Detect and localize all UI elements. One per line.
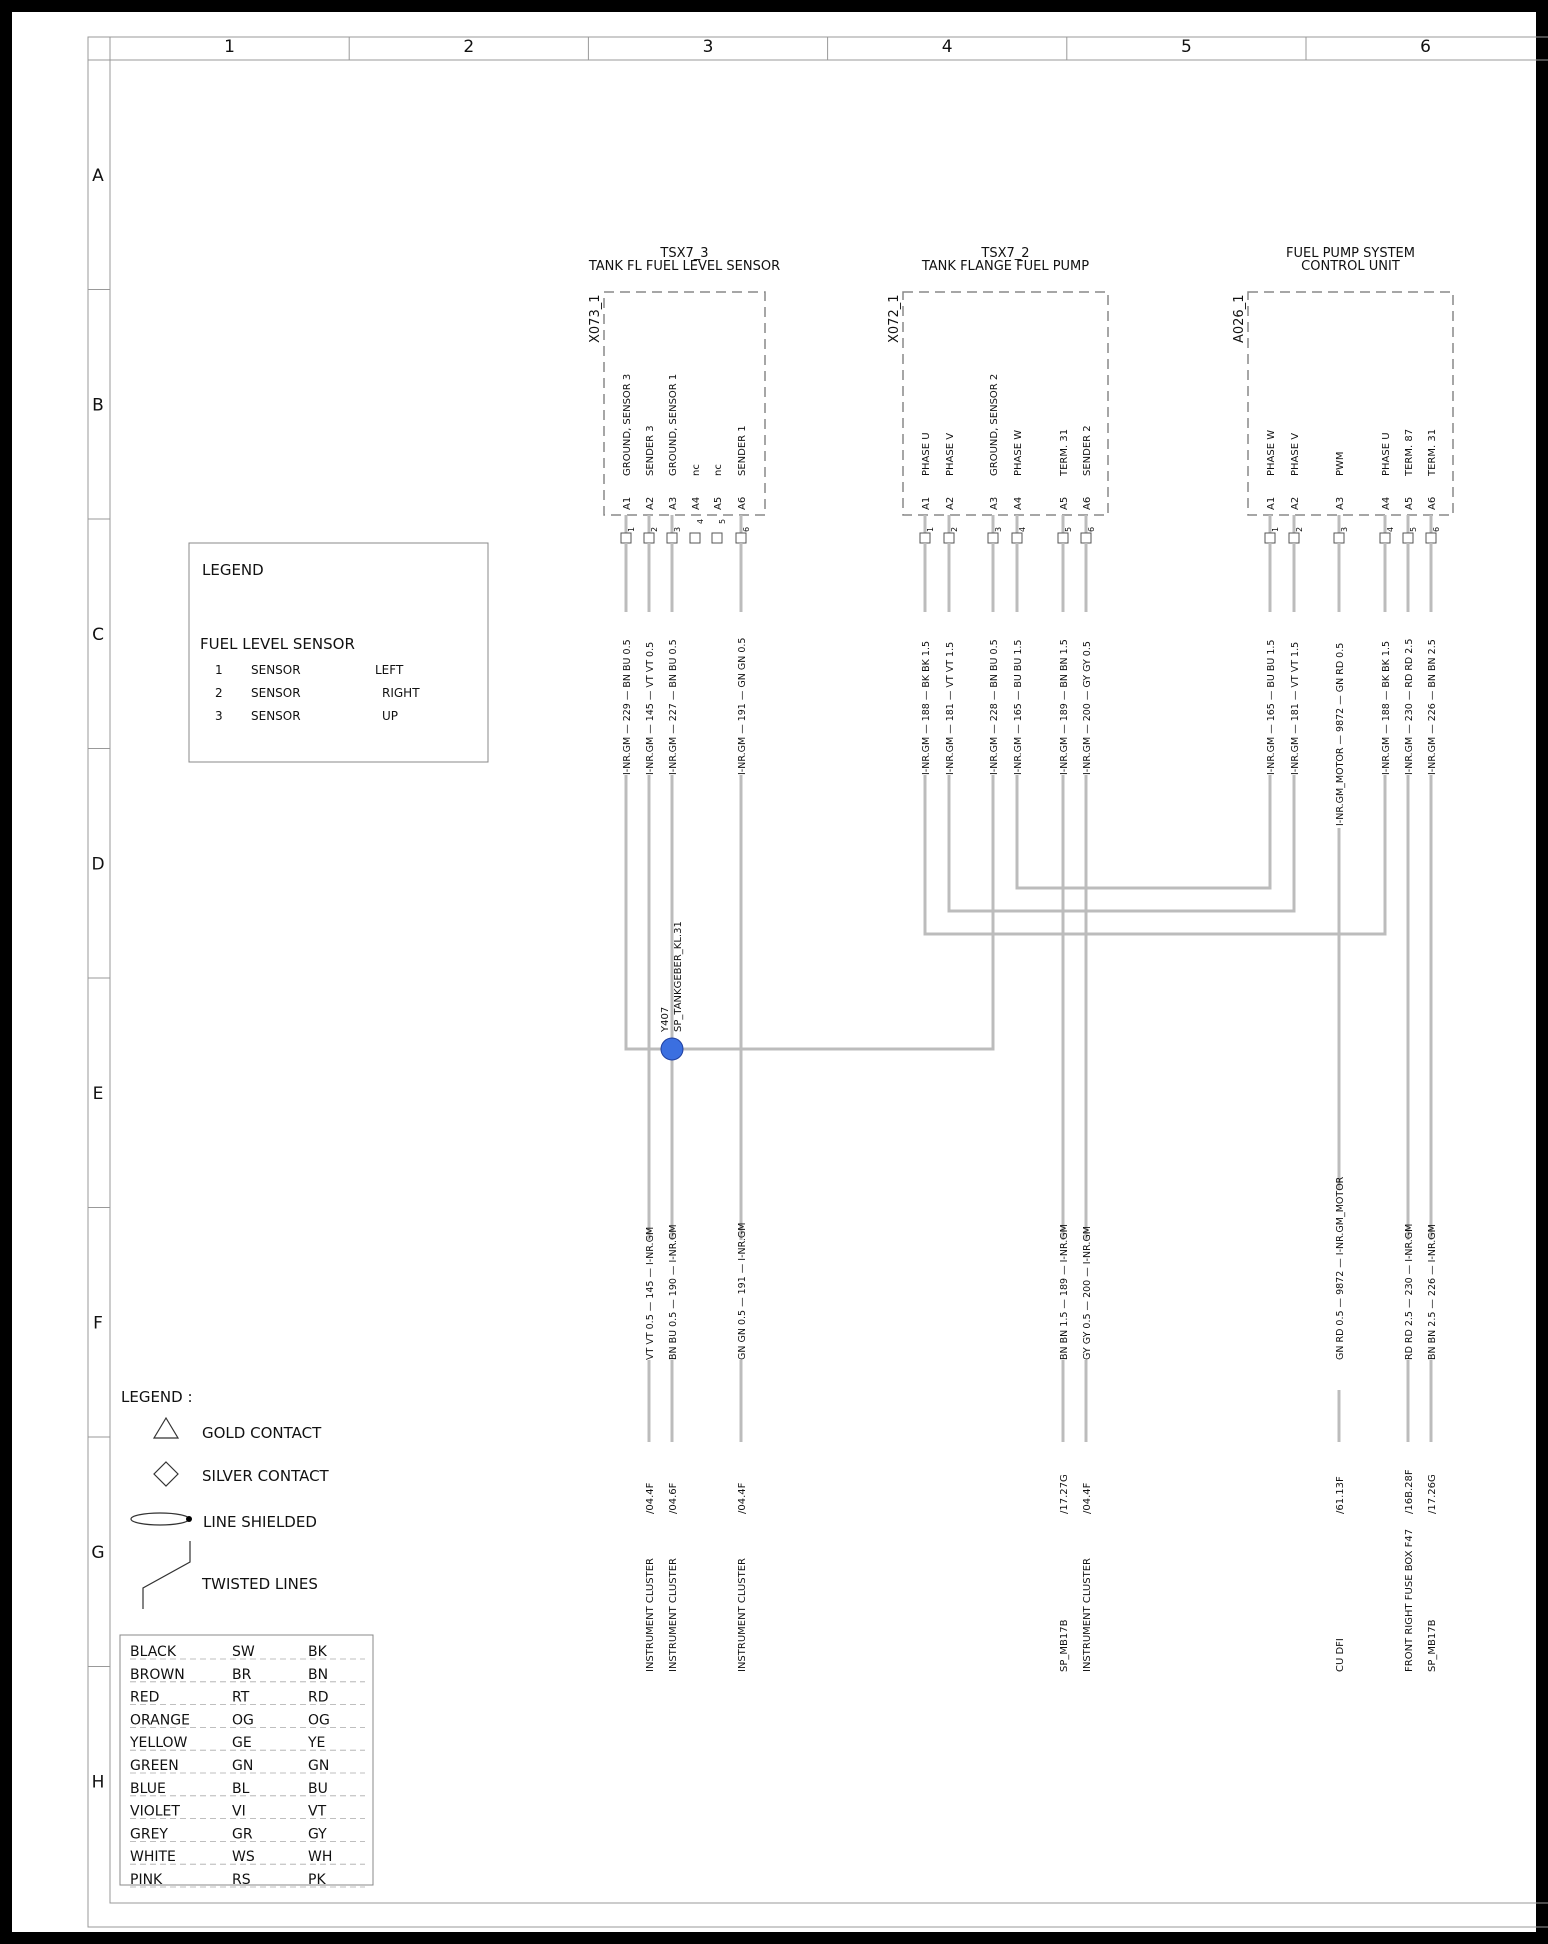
pin-id-label: A6 (1427, 496, 1438, 510)
pin-terminal-nc (690, 533, 700, 543)
pin-number: 4 (1386, 526, 1395, 532)
wire-label-top: I-NR.GM — 188 — BK BK 1.5 (1381, 640, 1392, 775)
pin-function-label: PHASE U (921, 432, 932, 476)
pin-number: 3 (673, 526, 682, 532)
wire-reference: /17.26G (1427, 1474, 1438, 1514)
component-title: TSX7_3 (660, 246, 709, 261)
pin-id-label: A3 (668, 496, 679, 510)
column-label: 3 (702, 37, 714, 57)
pin-terminal (1334, 533, 1344, 543)
wire-label-top: I-NR.GM — 191 — GN GN 0.5 (737, 637, 748, 775)
color-code-en: RD (308, 1689, 329, 1706)
sensor-legend-number: 3 (215, 709, 223, 723)
pin-function-label: SENDER 3 (645, 425, 656, 476)
pin-id-label: A2 (645, 496, 656, 510)
wire-label-bottom: VT VT 0.5 — 145 — I-NR.GM (645, 1226, 656, 1360)
pin-id-label: A1 (1266, 496, 1277, 510)
wire-destination: SP_MB17B (1059, 1619, 1070, 1672)
pin-terminal (1403, 533, 1413, 543)
pin-function-label: TERM. 31 (1059, 428, 1070, 476)
splice-id: Y407 (660, 1006, 671, 1032)
pin-number: 2 (650, 526, 659, 532)
color-code-de: RS (232, 1872, 251, 1888)
row-label: H (91, 1772, 105, 1793)
gold-contact-symbol (154, 1418, 178, 1438)
color-code-de: VI (232, 1803, 246, 1820)
color-code-en: GY (308, 1826, 327, 1843)
color-code-en: BU (308, 1780, 328, 1797)
color-code-en: VT (308, 1803, 327, 1820)
wire-reference: /17.27G (1059, 1474, 1070, 1514)
wire-label-bottom: GN RD 0.5 — 9872 — I-NR.GM_MOTOR (1335, 1176, 1346, 1360)
component-subtitle: CONTROL UNIT (1301, 259, 1400, 274)
color-name: WHITE (130, 1849, 176, 1866)
row-label: B (92, 395, 104, 416)
color-code-en: OG (308, 1712, 330, 1729)
wire-label-bottom: BN BN 1.5 — 189 — I-NR.GM (1059, 1224, 1070, 1360)
pin-function-label: PHASE W (1013, 429, 1024, 476)
wire-label-bottom: GN GN 0.5 — 191 — I-NR.GM (737, 1222, 748, 1360)
connector-label: X072_1 (887, 294, 902, 343)
wire-reference: /04.4F (1082, 1482, 1093, 1514)
pin-id-label: A5 (1059, 496, 1070, 510)
sensor-legend-position: UP (382, 709, 399, 723)
color-name: GREY (130, 1826, 168, 1843)
pin-id-label: A1 (921, 496, 932, 510)
component-title: TSX7_2 (981, 246, 1030, 261)
pin-number: 6 (1087, 526, 1096, 532)
pin-id-label: A5 (1404, 496, 1415, 510)
pin-function-label: nc (691, 464, 702, 476)
row-label: G (91, 1542, 105, 1563)
pin-function-label: nc (713, 464, 724, 476)
symbol-legend-title: LEGEND : (121, 1388, 193, 1406)
wire-label-top: I-NR.GM — 226 — BN BN 2.5 (1427, 639, 1438, 775)
pin-function-label: GROUND, SENSOR 2 (989, 373, 1000, 476)
pin-function-label: PHASE U (1381, 432, 1392, 476)
color-name: BLACK (130, 1644, 177, 1660)
pin-number: 5 (1409, 526, 1418, 532)
column-label: 5 (1180, 37, 1192, 57)
wire-reference: /04.4F (645, 1482, 656, 1514)
splice-node (661, 1038, 683, 1060)
row-label: C (92, 624, 104, 645)
wire-label-top: I-NR.GM — 188 — BK BK 1.5 (921, 640, 932, 775)
pin-number: 1 (1271, 526, 1280, 532)
color-name: VIOLET (130, 1803, 180, 1820)
wire-label-top: I-NR.GM — 165 — BU BU 1.5 (1013, 639, 1024, 775)
wire-label-top: I-NR.GM — 181 — VT VT 1.5 (1290, 641, 1301, 775)
silver-contact-label: SILVER CONTACT (202, 1467, 329, 1485)
pin-terminal-nc (712, 533, 722, 543)
color-code-de: WS (232, 1849, 255, 1866)
sensor-legend-number: 2 (215, 686, 223, 700)
wire-label-bottom: BN BU 0.5 — 190 — I-NR.GM (668, 1224, 679, 1360)
color-code-en: PK (308, 1872, 326, 1888)
pin-function-label: PHASE W (1266, 429, 1277, 476)
color-code-en: GN (308, 1758, 330, 1774)
pin-terminal (1012, 533, 1022, 543)
twisted-lines-label: TWISTED LINES (202, 1575, 318, 1593)
wire-reference: /04.6F (668, 1482, 679, 1514)
connector-label: A026_1 (1232, 294, 1247, 343)
wire-label-top: I-NR.GM — 145 — VT VT 0.5 (645, 641, 656, 775)
color-name: BROWN (130, 1666, 185, 1683)
pin-id-label: A2 (945, 496, 956, 510)
color-code-en: BK (308, 1644, 327, 1660)
pin-function-label: TERM. 31 (1427, 428, 1438, 476)
component-box (1248, 292, 1453, 515)
wire-destination: INSTRUMENT CLUSTER (668, 1558, 679, 1672)
pin-id-label: A2 (1290, 496, 1301, 510)
pin-function-label: PHASE V (945, 432, 956, 476)
pin-terminal (1380, 533, 1390, 543)
color-code-en: WH (308, 1849, 333, 1866)
pin-terminal (736, 533, 746, 543)
pin-number: 2 (1295, 526, 1304, 532)
color-code-de: GE (232, 1735, 252, 1752)
wire-label-top: I-NR.GM — 189 — BN BN 1.5 (1059, 639, 1070, 775)
pin-number: 6 (742, 526, 751, 532)
pin-terminal (621, 533, 631, 543)
sensor-legend-position: RIGHT (382, 686, 420, 700)
sensor-legend-number: 1 (215, 663, 223, 677)
color-code-de: GR (232, 1826, 253, 1843)
pin-number: 4 (696, 518, 705, 524)
pin-terminal (644, 533, 654, 543)
column-label: 4 (941, 37, 953, 57)
column-label: 2 (463, 37, 475, 57)
component-subtitle: TANK FLANGE FUEL PUMP (921, 259, 1090, 274)
color-name: RED (130, 1689, 160, 1706)
wire-label-bottom: GY GY 0.5 — 200 — I-NR.GM (1082, 1226, 1093, 1360)
pin-id-label: A3 (989, 496, 1000, 510)
sensor-legend-name: SENSOR (251, 686, 301, 700)
pin-number: 2 (950, 526, 959, 532)
wire-label-top: I-NR.GM — 165 — BU BU 1.5 (1266, 639, 1277, 775)
component-box (903, 292, 1108, 515)
pin-number: 4 (1018, 526, 1027, 532)
pin-id-label: A3 (1335, 496, 1346, 510)
wire-destination: CU DFI (1335, 1638, 1346, 1672)
splice-name: SP_TANKGEBER_KL.31 (673, 921, 684, 1032)
pin-function-label: SENDER 1 (737, 425, 748, 476)
phase-w-wire (1017, 775, 1270, 888)
sensor-legend-position: LEFT (375, 663, 404, 677)
drawing-frame (110, 60, 1548, 1903)
pin-terminal (667, 533, 677, 543)
pin-number: 1 (627, 526, 636, 532)
color-code-de: OG (232, 1712, 254, 1729)
color-code-de: SW (232, 1644, 255, 1660)
row-label: E (92, 1083, 104, 1104)
color-name: PINK (130, 1872, 163, 1888)
pin-terminal (1289, 533, 1299, 543)
color-name: YELLOW (130, 1735, 188, 1752)
pin-id-label: A6 (737, 496, 748, 510)
column-label: 1 (224, 37, 236, 57)
shielded-line-symbol (131, 1513, 189, 1525)
pin-id-label: A4 (1013, 496, 1024, 510)
twisted-lines-symbol (143, 1541, 190, 1609)
wire-reference: /04.4F (737, 1482, 748, 1514)
gold-contact-label: GOLD CONTACT (202, 1424, 322, 1442)
phase-v-wire (949, 775, 1294, 911)
pin-terminal (1081, 533, 1091, 543)
pin-function-label: PHASE V (1290, 432, 1301, 476)
pin-function-label: PWM (1335, 451, 1346, 476)
wire-destination: INSTRUMENT CLUSTER (1082, 1558, 1093, 1672)
color-name: ORANGE (130, 1712, 190, 1729)
wire-label-top: I-NR.GM — 230 — RD RD 2.5 (1404, 638, 1415, 775)
color-code-en: YE (308, 1735, 326, 1752)
wire-label-top: I-NR.GM — 227 — BN BU 0.5 (668, 639, 679, 775)
pin-number: 5 (718, 518, 727, 524)
silver-contact-symbol (154, 1462, 178, 1486)
pin-number: 5 (1064, 526, 1073, 532)
pin-function-label: GROUND, SENSOR 3 (622, 373, 633, 476)
color-code-de: BL (232, 1780, 250, 1797)
wire-label-bottom: BN BN 2.5 — 226 — I-NR.GM (1427, 1224, 1438, 1360)
pin-id-label: A5 (713, 496, 724, 510)
color-name: BLUE (130, 1780, 166, 1797)
wire-destination: INSTRUMENT CLUSTER (737, 1558, 748, 1672)
wire-label-top: I-NR.GM — 181 — VT VT 1.5 (945, 641, 956, 775)
pin-number: 3 (994, 526, 1003, 532)
connector-label: X073_1 (588, 294, 603, 343)
pin-number: 3 (1340, 526, 1349, 532)
pin-id-label: A1 (622, 496, 633, 510)
pin-terminal (1058, 533, 1068, 543)
pin-terminal (1265, 533, 1275, 543)
pin-terminal (944, 533, 954, 543)
column-label: 6 (1420, 37, 1432, 57)
sensor-legend-name: SENSOR (251, 663, 301, 677)
pin-terminal (1426, 533, 1436, 543)
pin-function-label: GROUND, SENSOR 1 (668, 373, 679, 476)
sensor-legend-title: LEGEND (202, 561, 264, 579)
pin-id-label: A6 (1082, 496, 1093, 510)
wire-destination: INSTRUMENT CLUSTER (645, 1558, 656, 1672)
shielded-line-label: LINE SHIELDED (203, 1513, 317, 1531)
color-name: GREEN (130, 1758, 179, 1774)
color-code-de: RT (232, 1689, 250, 1706)
wire-reference: /61.13F (1335, 1476, 1346, 1514)
color-code-de: BR (232, 1666, 252, 1683)
color-code-en: BN (308, 1666, 329, 1683)
ruler-frame (88, 37, 1548, 1927)
row-label: D (91, 854, 105, 875)
component-subtitle: TANK FL FUEL LEVEL SENSOR (588, 259, 781, 274)
pin-id-label: A4 (1381, 496, 1392, 510)
shielded-line-dot (186, 1516, 192, 1522)
wire-reference: /16B.28F (1404, 1469, 1415, 1514)
wire-destination: SP_MB17B (1427, 1619, 1438, 1672)
component-title: FUEL PUMP SYSTEM (1286, 246, 1415, 261)
pin-id-label: A4 (691, 496, 702, 510)
wire-label-bottom: RD RD 2.5 — 230 — I-NR.GM (1404, 1223, 1415, 1360)
pin-function-label: TERM. 87 (1404, 428, 1415, 476)
pin-number: 6 (1432, 526, 1441, 532)
pin-terminal (920, 533, 930, 543)
sensor-legend-name: SENSOR (251, 709, 301, 723)
wire-label-top: I-NR.GM — 228 — BN BU 0.5 (989, 639, 1000, 775)
pin-function-label: SENDER 2 (1082, 425, 1093, 476)
wire-label-top: I-NR.GM — 229 — BN BU 0.5 (622, 639, 633, 775)
pin-terminal (988, 533, 998, 543)
wire-destination: FRONT RIGHT FUSE BOX F47 (1404, 1528, 1415, 1672)
sensor-legend-subtitle: FUEL LEVEL SENSOR (200, 635, 355, 653)
wire-label-top: I-NR.GM — 200 — GY GY 0.5 (1082, 641, 1093, 775)
color-code-de: GN (232, 1758, 254, 1774)
wire-label-top: I-NR.GM_MOTOR — 9872 — GN RD 0.5 (1335, 642, 1346, 826)
row-label: A (92, 165, 104, 186)
row-label: F (93, 1313, 103, 1334)
pin-number: 1 (926, 526, 935, 532)
